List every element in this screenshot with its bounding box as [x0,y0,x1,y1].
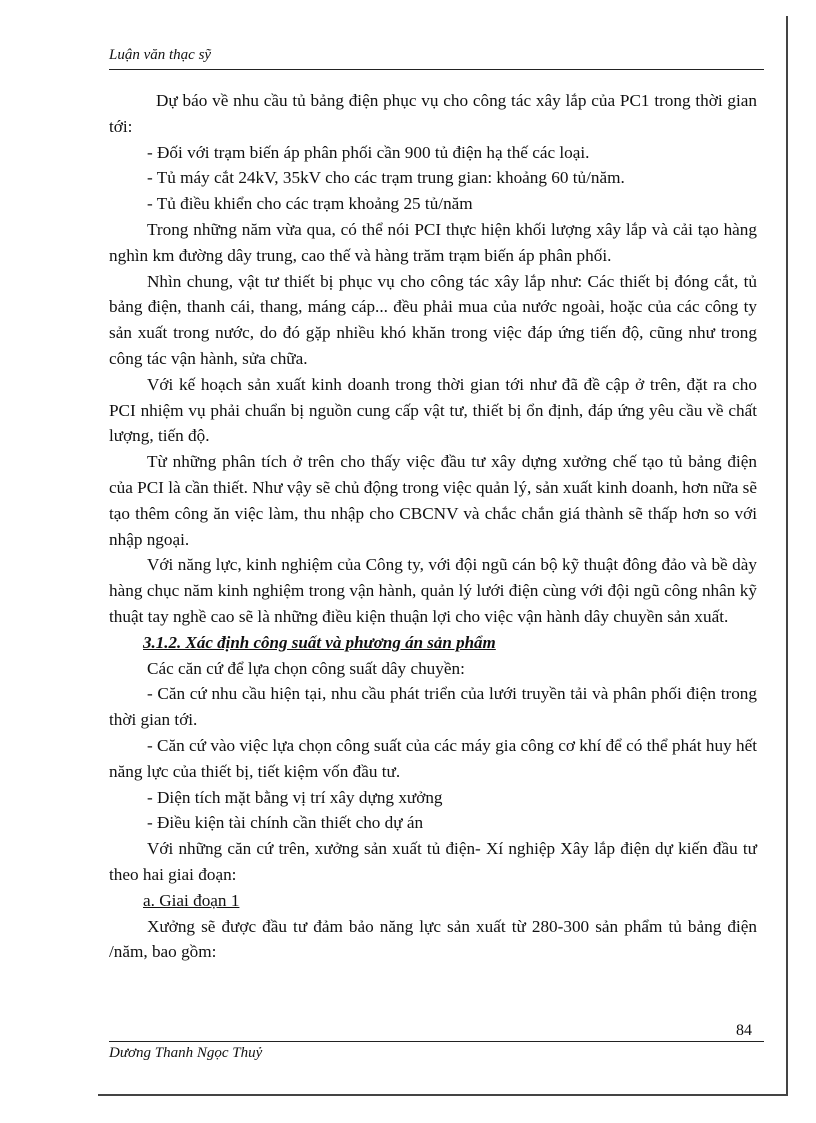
paragraph-criteria: Các căn cứ để lựa chọn công suất dây chuyền: [147,658,465,678]
footer-divider [109,1041,764,1042]
paragraph-general: Nhìn chung, vật tư thiết bị phục vụ cho công tác xây lắp như: Các thiết bị đóng cắt, tủ bảng điện, thanh cái, thang, máng cáp... đều phải mua của nước ngoài, hoặc của các công ty sản xuất trong nước, do đó gặp nhiều khó khăn trong việc đáp ứng tiến độ, cũng như trong công tác vận hành, sửa chữa. [109,271,757,368]
bullet-substation-cabinets: - Đối với trạm biến áp phân phối cần 900 tủ điện hạ thế các loại. [147,142,590,162]
page-border-bottom [98,1094,788,1096]
paragraph-analysis: Từ những phân tích ở trên cho thấy việc đầu tư xây dựng xưởng chế tạo tủ bảng điện của PCI là cần thiết. Như vậy sẽ chủ động trong việc quản lý, sản xuất kinh doanh, hơn nữa sẽ tạo thêm công ăn việc làm, thu nhập cho CBCNV và chắc chắn giá thành sẽ thấp hơn so với nhập ngoại. [109,452,757,549]
header-title: Luận văn thạc sỹ [109,47,212,63]
bullet-control-cabinets: - Tủ điều khiển cho các trạm khoảng 25 tủ/năm [147,194,473,214]
paragraph-forecast: Dự báo về nhu cầu tủ bảng điện phục vụ cho công tác xây lắp của PC1 trong thời gian tới: [109,91,757,136]
document-body [109,88,757,965]
page-number: 84 [736,1022,752,1039]
paragraph-two-stages: Với những căn cứ trên, xưởng sản xuất tủ điện- Xí nghiệp Xây lắp điện dự kiến đầu tư theo hai giai đoạn: [109,839,757,884]
bullet-machine-capacity: - Căn cứ vào việc lựa chọn công suất của các máy gia công cơ khí để có thể phát huy hết năng lực của thiết bị, tiết kiệm vốn đầu tư. [109,735,757,781]
paragraph-past-years: Trong những năm vừa qua, có thể nói PCI thực hiện khối lượng xây lắp và cải tạo hàng nghìn km đường dây trung, cao thế và hàng trăm trạm biến áp phân phối. [109,219,757,265]
header-divider [109,69,764,70]
page-border-right [786,16,788,1096]
paragraph-capability: Với năng lực, kinh nghiệm của Công ty, với đội ngũ cán bộ kỹ thuật đông đảo và bề dày hàng chục năm kinh nghiệm trong vận hành, quản lý lưới điện cùng với đội ngũ công nhân kỹ thuật tay nghề cao sẽ là những điều kiện thuận lợi cho việc vận hành dây chuyền sản xuất. [109,555,757,626]
bullet-site-area: - Diện tích mặt bằng vị trí xây dựng xưởng [147,787,443,807]
bullet-demand: - Căn cứ nhu cầu hiện tại, nhu cầu phát triển của lưới truyền tải và phân phối điện trong thời gian tới. [109,684,757,730]
footer-author: Dương Thanh Ngọc Thuỷ [109,1045,263,1061]
section-heading: 3.1.2. Xác định công suất và phương án sản phẩm [143,632,496,652]
paragraph-stage-one: Xưởng sẽ được đầu tư đảm bảo năng lực sản xuất từ 280-300 sản phẩm tủ bảng điện /năm, bao gồm: [109,916,757,962]
paragraph-business-plan: Với kế hoạch sản xuất kinh doanh trong thời gian tới như đã đề cập ở trên, đặt ra cho PCI nhiệm vụ phải chuẩn bị nguồn cung cấp vật tư, thiết bị ổn định, đáp ứng yêu cầu về chất lượng, tiến độ. [109,374,757,446]
stage-heading: a. Giai đoạn 1 [143,890,240,910]
bullet-finance: - Điều kiện tài chính cần thiết cho dự án [147,813,424,833]
bullet-breaker-cabinets: - Tủ máy cắt 24kV, 35kV cho các trạm trung gian: khoảng 60 tủ/năm. [147,168,625,188]
